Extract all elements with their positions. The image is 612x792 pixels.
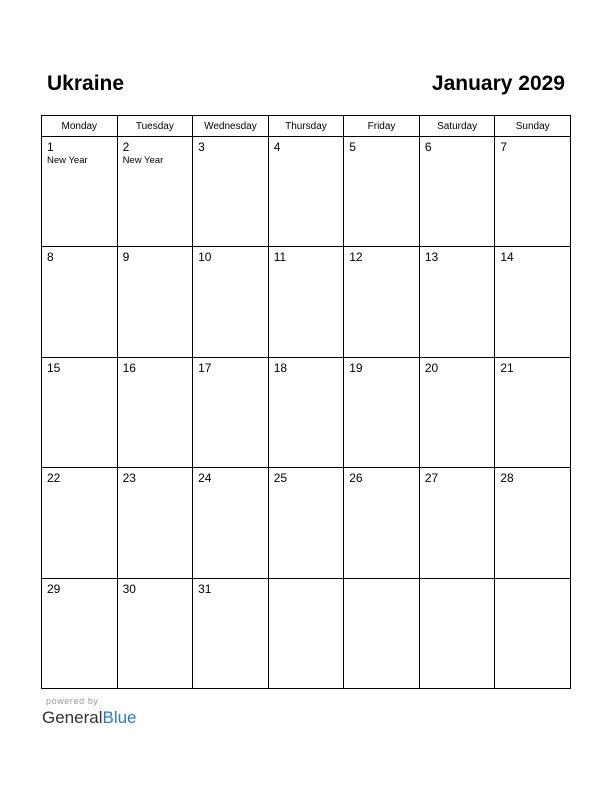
day-number: 27 (424, 471, 439, 486)
weekday-header: Thursday (268, 116, 344, 137)
day-cell (344, 578, 420, 688)
day-number: 18 (273, 360, 288, 375)
day-number: 7 (500, 140, 508, 154)
day-cell (193, 247, 269, 357)
holiday-label: New Year (122, 155, 164, 166)
weekday-header: Sunday (495, 116, 571, 137)
day-cell (268, 247, 344, 357)
day-number: 20 (424, 360, 439, 375)
day-number: 28 (500, 471, 514, 486)
day-cell (193, 578, 269, 688)
week-row (42, 578, 571, 688)
day-number: 30 (122, 581, 136, 596)
day-cell (193, 468, 269, 578)
day-number: 22 (47, 471, 61, 486)
brand-logo (42, 708, 137, 728)
day-cell (42, 247, 118, 357)
day-cell (419, 468, 495, 578)
weekday-header: Monday (42, 116, 118, 137)
day-cell (193, 357, 269, 467)
day-number: 14 (500, 250, 514, 265)
day-cell (344, 357, 420, 467)
week-row (42, 468, 571, 578)
day-number: 4 (273, 140, 281, 154)
day-number: 19 (349, 360, 363, 375)
day-number: 5 (349, 140, 356, 154)
day-number: 11 (273, 250, 287, 265)
day-cell (268, 357, 344, 467)
calendar-body (42, 137, 571, 689)
holiday-label: New Year (47, 155, 88, 166)
day-cell (344, 137, 420, 247)
day-number: 26 (349, 471, 363, 486)
day-cell (419, 578, 495, 688)
powered-by-text: powered by (46, 696, 99, 706)
week-row (42, 137, 571, 247)
day-number: 15 (47, 360, 61, 375)
month-year-title: January 2029 (431, 72, 565, 95)
day-cell (42, 357, 118, 467)
day-cell (495, 247, 571, 357)
weekday-header: Saturday (419, 116, 495, 137)
day-cell (117, 247, 193, 357)
day-number: 6 (424, 140, 432, 154)
day-cell (495, 468, 571, 578)
day-cell (117, 137, 193, 247)
day-number (420, 579, 495, 582)
weekday-header: Friday (344, 116, 420, 137)
day-number: 13 (424, 250, 439, 265)
day-number (495, 579, 570, 582)
day-number: 25 (273, 471, 288, 486)
calendar-grid (41, 115, 571, 689)
day-number: 9 (122, 250, 130, 265)
day-cell (193, 137, 269, 247)
day-number: 2 (122, 140, 130, 154)
day-cell (268, 578, 344, 688)
day-number: 23 (122, 471, 136, 486)
day-number: 31 (198, 581, 212, 596)
day-number (269, 579, 344, 582)
brand-part-blue: Blue (102, 708, 137, 727)
day-cell (495, 137, 571, 247)
brand-part-general: General (42, 708, 103, 727)
day-number: 17 (198, 360, 212, 375)
country-title: Ukraine (47, 72, 125, 95)
day-cell (268, 468, 344, 578)
week-row (42, 247, 571, 357)
day-cell (42, 137, 118, 247)
day-cell (42, 578, 118, 688)
footer (42, 696, 137, 728)
day-cell (344, 247, 420, 357)
day-cell (495, 357, 571, 467)
day-number: 12 (349, 250, 363, 265)
day-cell (419, 137, 495, 247)
day-cell (495, 578, 571, 688)
day-cell (268, 137, 344, 247)
day-cell (419, 247, 495, 357)
day-cell (42, 468, 118, 578)
day-number: 10 (198, 250, 212, 265)
day-cell (419, 357, 495, 467)
weekday-header: Tuesday (117, 116, 193, 137)
day-cell (117, 578, 193, 688)
day-cell (117, 468, 193, 578)
day-number: 8 (47, 250, 54, 265)
week-row (42, 357, 571, 467)
day-number: 29 (47, 581, 61, 596)
day-number: 1 (47, 140, 54, 154)
weekday-header-row (42, 116, 571, 137)
day-cell (117, 357, 193, 467)
weekday-header: Wednesday (193, 116, 269, 137)
day-number: 21 (500, 360, 514, 375)
day-number: 24 (198, 471, 212, 486)
day-number: 16 (122, 360, 136, 375)
day-number: 3 (198, 140, 205, 154)
day-cell (344, 468, 420, 578)
day-number (344, 579, 419, 582)
